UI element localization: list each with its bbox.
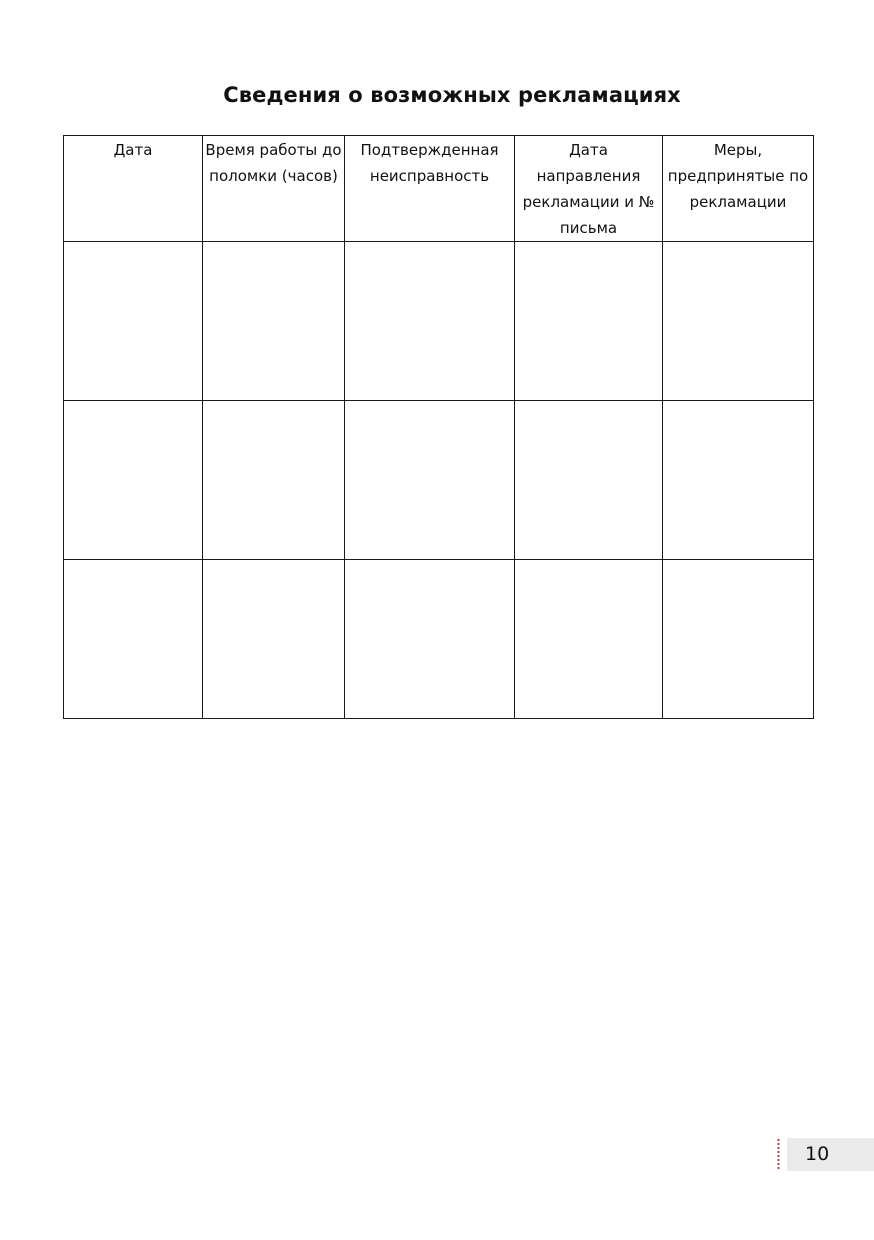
column-header-confirmed-fault: Подтвержденная неисправность: [345, 136, 515, 242]
page-number: 10: [805, 1143, 830, 1165]
table-cell: [345, 242, 515, 401]
table-cell: [203, 242, 345, 401]
table-header-row: [64, 136, 814, 242]
page-title: Сведения о возможных рекламациях: [223, 83, 681, 107]
table-cell: [515, 242, 663, 401]
table-row: [64, 401, 814, 560]
table-cell: [663, 242, 814, 401]
table-cell: [203, 560, 345, 719]
table-cell: [515, 560, 663, 719]
page-marker-dots: [777, 1138, 780, 1171]
table-cell: [663, 401, 814, 560]
table-cell: [203, 401, 345, 560]
table-cell: [515, 401, 663, 560]
column-header-claim-date-letter-number: Дата направления рекламации и № письма: [515, 136, 663, 242]
table-cell: [64, 401, 203, 560]
table-cell: [663, 560, 814, 719]
table-cell: [64, 242, 203, 401]
page-number-block: [787, 1138, 874, 1171]
table-row: [64, 560, 814, 719]
column-header-measures-taken: Меры, предпринятые по рекламации: [663, 136, 814, 242]
column-header-date: Дата: [64, 136, 203, 242]
table-cell: [345, 560, 515, 719]
table-row: [64, 242, 814, 401]
table-cell: [345, 401, 515, 560]
column-header-operating-hours: Время работы до поломки (часов): [203, 136, 345, 242]
claims-table: [63, 135, 814, 719]
table-cell: [64, 560, 203, 719]
